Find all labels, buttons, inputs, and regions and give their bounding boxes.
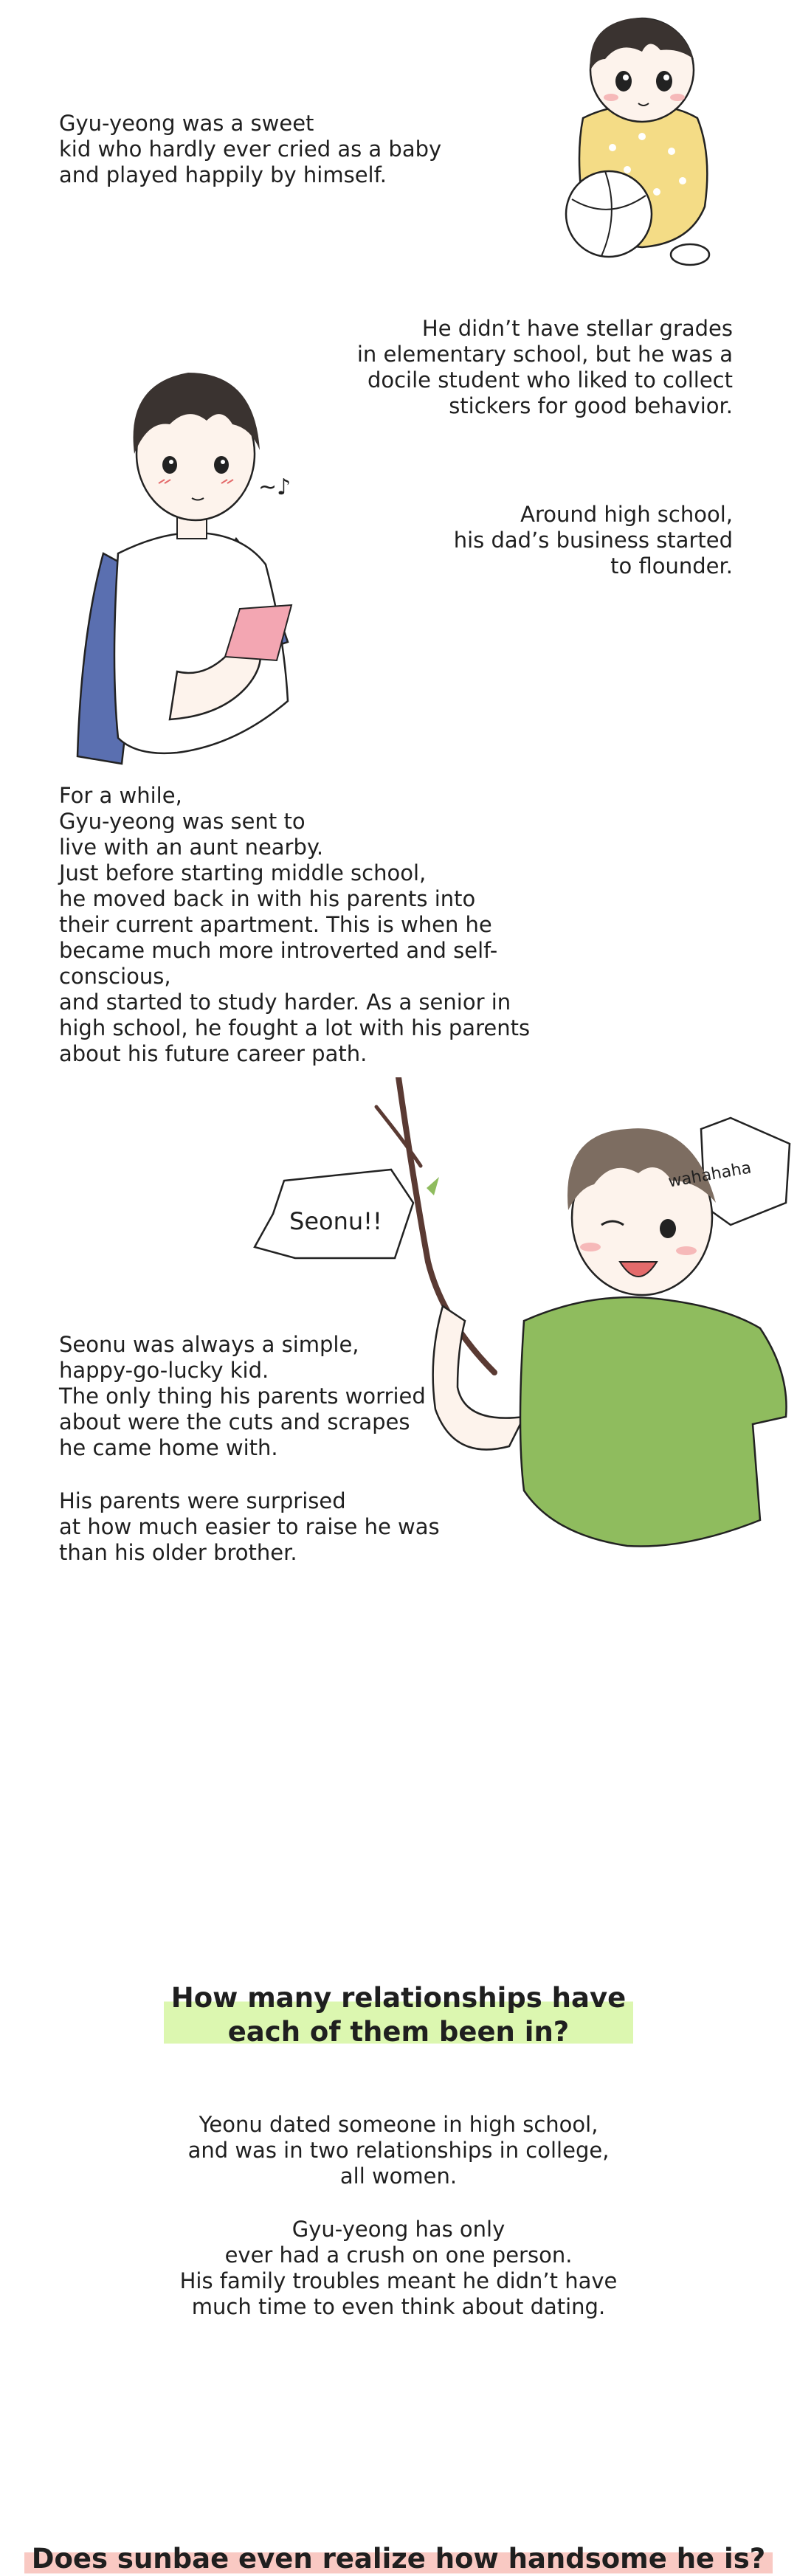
- baby-caption: Gyu-yeong was a sweet kid who hardly ever cried as a baby and played happily by himself.: [59, 111, 442, 187]
- relationships-heading: [0, 1981, 797, 2049]
- gyuyeong-relationship-text: Gyu-yeong has only ever had a crush on one person. His family troubles meant he didn’t have much time to even think about dating.: [179, 2217, 618, 2319]
- parents-caption: His parents were surprised at how much easier to raise he was than his older brother.: [59, 1488, 440, 1565]
- handsome-heading: [0, 2542, 797, 2576]
- student-illustration: [66, 354, 391, 775]
- highschool-caption: Around high school, his dad’s business started to flounder.: [453, 502, 733, 579]
- grades-caption: He didn’t have stellar grades in elementary school, but he was a docile student who liked to collect stickers for good behavior.: [356, 316, 733, 418]
- bubble-left-text: Seonu!!: [289, 1207, 382, 1235]
- bubble-right-text: wahahaha: [666, 1158, 753, 1192]
- relationships-heading-text: How many relationships have each of them been in?: [164, 1981, 633, 2049]
- yeonu-relationship-text: Yeonu dated someone in high school, and was in two relationships in college, all women.: [187, 2112, 610, 2189]
- seonu-caption: Seonu was always a simple, happy-go-lucky kid. The only thing his parents worried about were the cuts and scrapes he came home with.: [59, 1332, 426, 1460]
- baby-illustration: [531, 7, 723, 303]
- humming-mark: ~♪: [258, 474, 291, 500]
- seonu-illustration: [244, 1077, 797, 1550]
- story-caption: For a while, Gyu-yeong was sent to live with an aunt nearby. Just before starting middle school, he moved back in with his parents into their current apartment. This is when he became much more introverted and self-conscious, and started to study harder. As a senior in high school, he fought a lot with his parents about his future career path.: [59, 783, 531, 1066]
- handsome-heading-text: Does sunbae even realize how handsome he is?: [24, 2542, 773, 2576]
